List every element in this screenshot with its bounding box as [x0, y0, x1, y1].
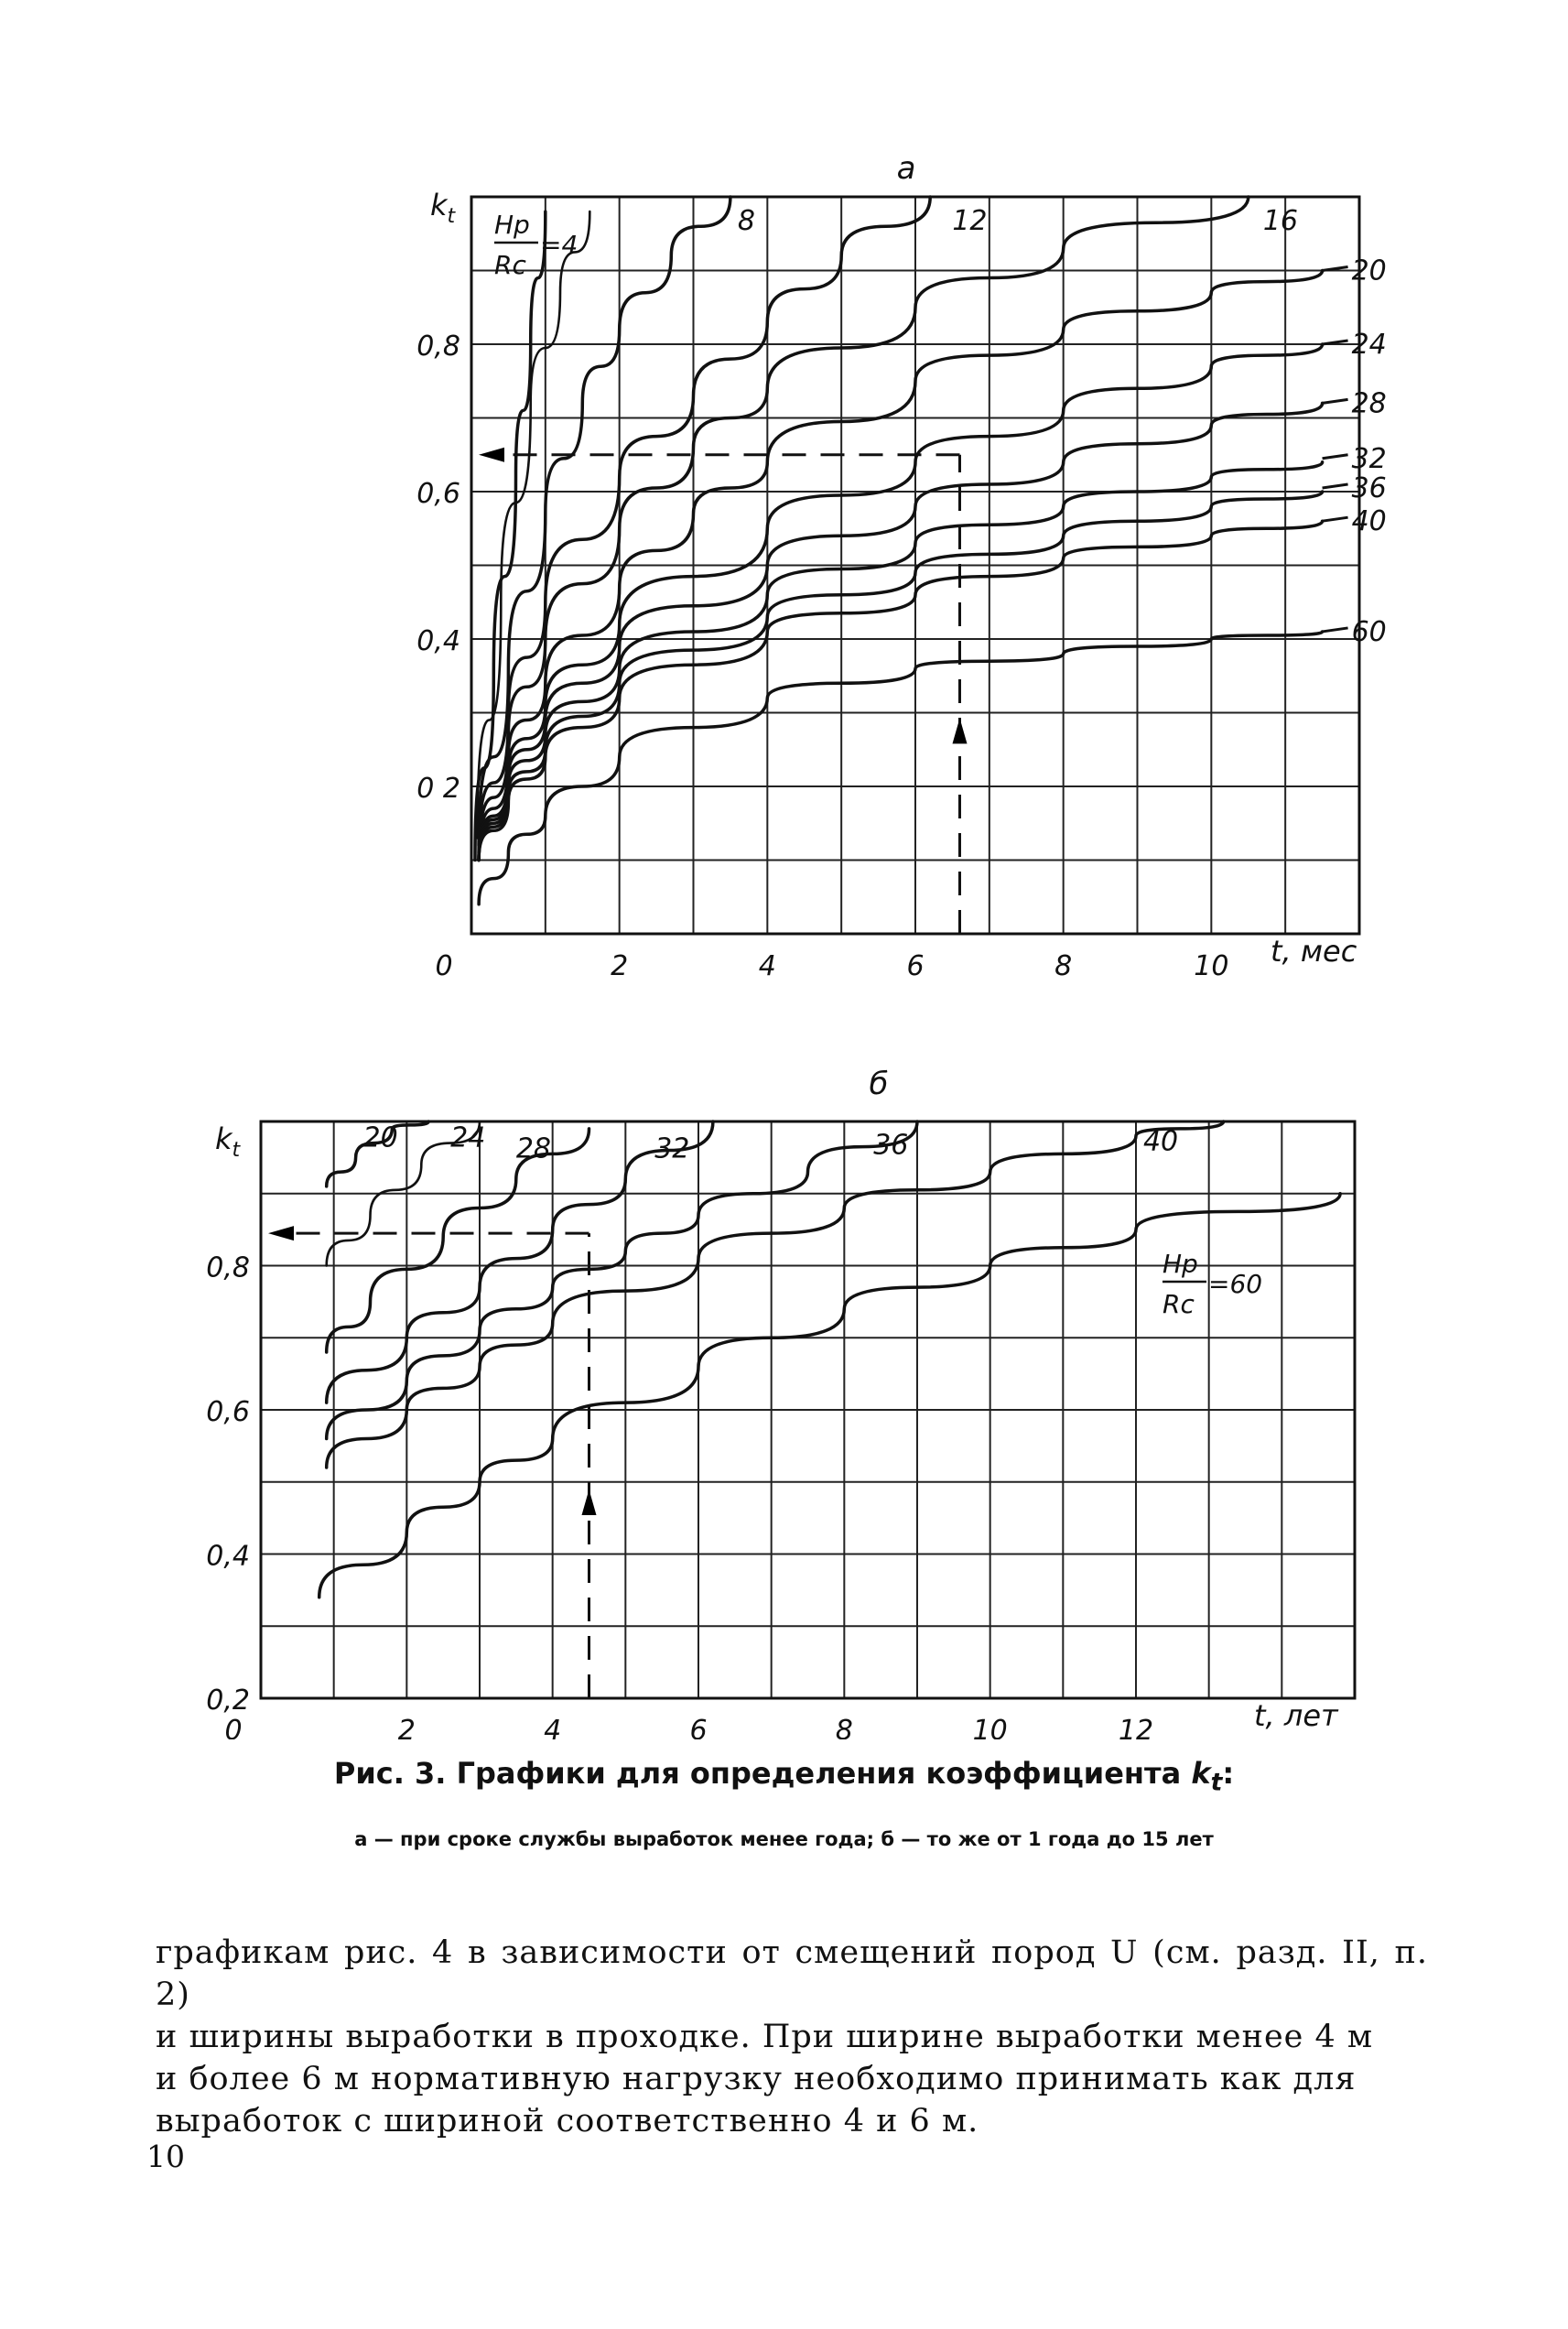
x-tick-label: 4: [544, 1715, 562, 1739]
series-line-unlabeled: [478, 211, 590, 838]
body-paragraph: [156, 1932, 1428, 2142]
x-axis-label: t, мес: [1271, 934, 1357, 969]
series-line-60: [479, 632, 1323, 905]
chart-panel-a: [416, 150, 1386, 982]
y-tick-label: 0,8: [416, 330, 460, 363]
x-tick-label: 6: [906, 950, 925, 982]
x-tick-label: 12: [1118, 1715, 1154, 1739]
y-tick-label: 0,8: [206, 1251, 250, 1284]
series-line-16: [479, 197, 1249, 861]
curve-label-top-36: 36: [873, 1129, 909, 1162]
x-tick-label: 0: [224, 1715, 243, 1739]
curve-label-36: 36: [1351, 471, 1387, 504]
x-tick-label: 0: [435, 950, 453, 982]
x-tick-label: 10: [972, 1715, 1008, 1739]
annotation-arrow-left: [479, 448, 504, 462]
curve-label-8: 8: [737, 205, 756, 238]
series-line-36: [479, 492, 1323, 861]
curve-label-top-24: 24: [450, 1121, 486, 1154]
param-label-denominator: Rc: [1162, 1289, 1195, 1319]
panel-label: б: [869, 1066, 889, 1102]
curve-label-leader: [1323, 399, 1348, 403]
caption-title-text: Рис. 3. Графики для определения коэффициента: [333, 1756, 1192, 1791]
x-tick-label: 8: [835, 1715, 853, 1739]
figure-caption-subtitle: а — при сроке службы выработок менее года; б — то же от 1 года до 15 лет: [354, 1828, 1214, 1850]
body-line-4: выработок с шириной соответственно 4 и 6 м.: [156, 2103, 979, 2139]
caption-title-variable: [1191, 1756, 1223, 1797]
curve-label-top-28: 28: [515, 1132, 552, 1165]
panel-label: a: [896, 150, 916, 187]
curve-label-16: 16: [1262, 205, 1299, 238]
figure-caption-title: [0, 1756, 1568, 1796]
curve-label-top-32: 32: [654, 1132, 690, 1165]
curve-label-32: 32: [1351, 442, 1387, 475]
curve-label-leader: [1323, 517, 1348, 521]
curve-label-leader: [1323, 628, 1348, 632]
curve-label-60: 60: [1351, 615, 1387, 648]
y-tick-label: 0,6: [416, 478, 460, 510]
chart-panel-b: [206, 1066, 1355, 1739]
annotation-arrow-left: [268, 1226, 294, 1240]
annotation-arrow-up: [953, 718, 968, 743]
y-tick-label: 0 2: [416, 773, 460, 805]
series-line-36: [327, 1121, 1224, 1468]
body-line-3: и более 6 м нормативную нагрузку необходимо принимать как для: [156, 2061, 1357, 2097]
x-tick-label: 6: [689, 1715, 708, 1739]
y-axis-label: $k_t$: [430, 188, 456, 228]
body-line-2: и ширины выработки в проходке. При ширине выработки менее 4 м: [156, 2019, 1374, 2055]
curve-label-20: 20: [1351, 255, 1387, 287]
body-line-1: графикам рис. 4 в зависимости от смещений пород U (см. разд. II, п. 2): [156, 1934, 1428, 2013]
y-axis-label-sub: t: [232, 1139, 241, 1162]
param-label-value: =4: [540, 230, 579, 260]
curve-label-40: 40: [1351, 505, 1387, 538]
x-tick-label: 4: [758, 950, 776, 982]
y-axis-label: $k_t$: [215, 1121, 241, 1162]
param-label-numerator: Hp: [1162, 1249, 1198, 1279]
caption-title-suffix: :: [1222, 1756, 1235, 1791]
y-tick-label: 0,6: [206, 1396, 250, 1428]
y-tick-label: 0,4: [206, 1540, 250, 1573]
series-line-28: [479, 403, 1323, 860]
curve-label-top-40: 40: [1142, 1125, 1179, 1158]
curve-label-28: 28: [1351, 387, 1387, 420]
caption-title-var: k: [1191, 1756, 1211, 1791]
series-line-40: [479, 521, 1323, 860]
y-tick-label: 0,4: [416, 625, 460, 657]
series-line-32: [479, 462, 1323, 861]
curve-label-leader: [1323, 484, 1348, 488]
caption-title-var-sub: t: [1210, 1768, 1223, 1797]
param-label-numerator: Hp: [494, 210, 530, 240]
x-tick-label: 2: [397, 1715, 416, 1739]
curve-label-12: 12: [952, 205, 988, 238]
param-label-denominator: Rc: [494, 250, 526, 280]
x-tick-label: 10: [1194, 950, 1229, 982]
series-line-32: [327, 1121, 917, 1439]
x-axis-label: t, лет: [1254, 1698, 1338, 1733]
x-tick-label: 2: [611, 950, 629, 982]
curve-label-24: 24: [1351, 329, 1387, 361]
annotation-arrow-up: [582, 1489, 597, 1515]
param-label-value: =60: [1208, 1269, 1263, 1299]
y-axis-label-sub: t: [447, 205, 456, 228]
page-number: 10: [146, 2139, 185, 2174]
x-tick-label: 8: [1054, 950, 1073, 982]
curve-label-top-20: 20: [362, 1121, 398, 1154]
curve-label-leader: [1323, 455, 1348, 459]
y-tick-label: 0,2: [206, 1684, 250, 1717]
